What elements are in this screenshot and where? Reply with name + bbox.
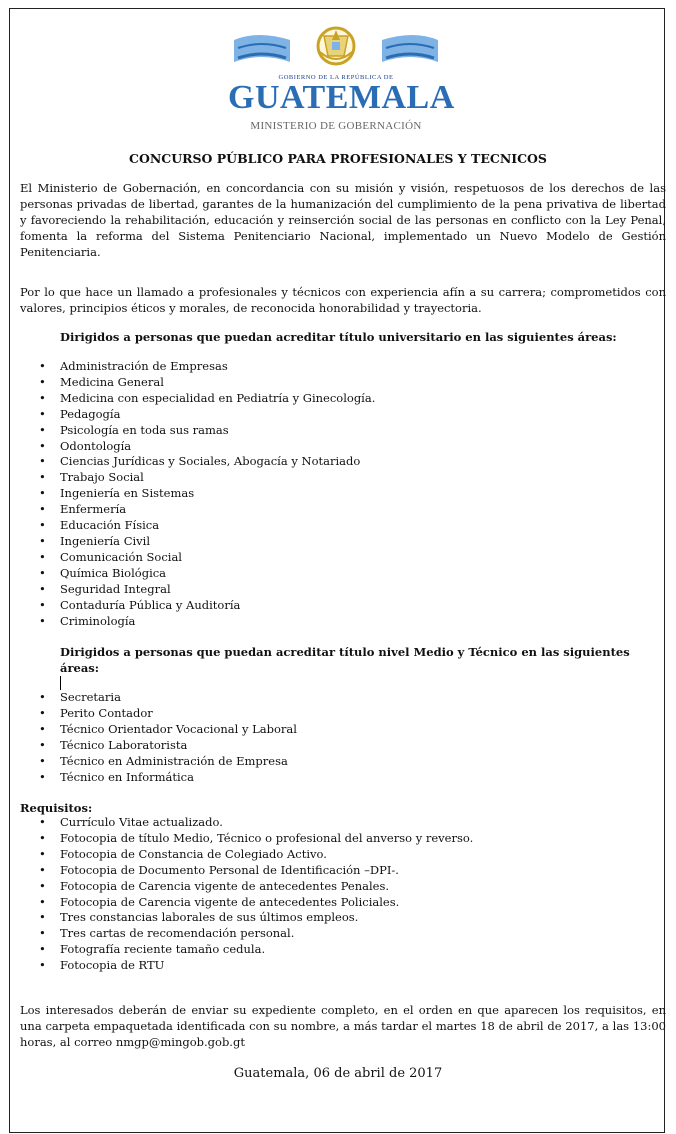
list-item: • Criminología	[37, 614, 375, 630]
list-item: • Técnico Orientador Vocacional y Laboral	[37, 722, 297, 738]
closing-paragraph: Los interesados deberán de enviar su expediente completo, en el orden en que aparecen los requisitos, en una carpeta empaquetada identificada con su nombre, a más tardar el martes 18 de abril de 2017, a las 13:00 horas, al correo nmgp@mingob.gob.gt	[20, 1003, 666, 1049]
requirements-heading: Requisitos:	[20, 801, 93, 815]
list-item: • Tres cartas de recomendación personal.	[37, 926, 473, 942]
list-item: • Técnico en Informática	[37, 770, 297, 786]
list-item: • Odontología	[37, 439, 375, 455]
list-item: • Fotocopia de Carencia vigente de antecedentes Policiales.	[37, 895, 473, 911]
list-item: • Técnico Laboratorista	[37, 738, 297, 754]
list-item: • Medicina con especialidad en Pediatría y Ginecología.	[37, 391, 375, 407]
list-item: • Medicina General	[37, 375, 375, 391]
list-item: • Fotografía reciente tamaño cedula.	[37, 942, 473, 958]
list-item: • Fotocopia de Carencia vigente de antecedentes Penales.	[37, 879, 473, 895]
university-heading: Dirigidos a personas que puedan acreditar título universitario en las siguientes áreas:	[60, 330, 617, 344]
document-title: CONCURSO PÚBLICO PARA PROFESIONALES Y TECNICOS	[129, 151, 547, 166]
list-item: • Pedagogía	[37, 407, 375, 423]
list-item: • Fotocopia de Documento Personal de Identificación –DPI-.	[37, 863, 473, 879]
logo-ministry-text: MINISTERIO DE GOBERNACIÓN	[250, 120, 422, 132]
ministry-logo	[228, 22, 455, 134]
technical-heading-line2: áreas:	[60, 661, 99, 675]
technical-heading	[60, 644, 666, 676]
intro-paragraph: El Ministerio de Gobernación, en concordancia con su misión y visión, respetuosos de los derechos de las personas privadas de libertad, garantes de la humanización del cumplimiento de la pena privativa de libertad y favoreciendo la rehabilitación, educación y reinserción social de las personas en conflicto con la Ley Penal, fomenta la reforma del Sistema Penitenciario Nacional, implementado un Nuevo Modelo de Gestión Penitenciaria.	[20, 181, 666, 259]
document-date: Guatemala, 06 de abril de 2017	[233, 1066, 443, 1081]
text-cursor	[60, 676, 61, 690]
logo-country-text: GUATEMALA	[228, 79, 455, 116]
requirements-list	[37, 815, 473, 974]
technical-areas-list	[37, 690, 297, 785]
list-item: • Fotocopia de título Medio, Técnico o profesional del anverso y reverso.	[37, 831, 473, 847]
list-item: • Secretaria	[37, 690, 297, 706]
list-item: • Contaduría Pública y Auditoría	[37, 598, 375, 614]
technical-heading-line1: Dirigidos a personas que puedan acreditar título nivel Medio y Técnico en las siguientes	[60, 645, 630, 659]
list-item: • Perito Contador	[37, 706, 297, 722]
list-item: • Fotocopia de RTU	[37, 958, 473, 974]
list-item: • Ciencias Jurídicas y Sociales, Abogacía y Notariado	[37, 454, 375, 470]
list-item: • Ingeniería Civil	[37, 534, 375, 550]
list-item: • Química Biológica	[37, 566, 375, 582]
list-item: • Currículo Vitae actualizado.	[37, 815, 473, 831]
list-item: • Seguridad Integral	[37, 582, 375, 598]
list-item: • Trabajo Social	[37, 470, 375, 486]
list-item: • Fotocopia de Constancia de Colegiado Activo.	[37, 847, 473, 863]
list-item: • Psicología en toda sus ramas	[37, 423, 375, 439]
list-item: • Educación Física	[37, 518, 375, 534]
university-areas-list	[37, 359, 375, 629]
list-item: • Técnico en Administración de Empresa	[37, 754, 297, 770]
list-item: • Enfermería	[37, 502, 375, 518]
list-item: • Ingeniería en Sistemas	[37, 486, 375, 502]
list-item: • Comunicación Social	[37, 550, 375, 566]
list-item: • Administración de Empresas	[37, 359, 375, 375]
logo-government-text: GOBIERNO DE LA REPÚBLICA DE	[278, 74, 394, 81]
list-item: • Tres constancias laborales de sus últimos empleos.	[37, 910, 473, 926]
call-paragraph: Por lo que hace un llamado a profesionales y técnicos con experiencia afín a su carrera; comprometidos con valores, principios éticos y morales, de reconocida honorabilidad y trayectoria.	[20, 285, 666, 315]
